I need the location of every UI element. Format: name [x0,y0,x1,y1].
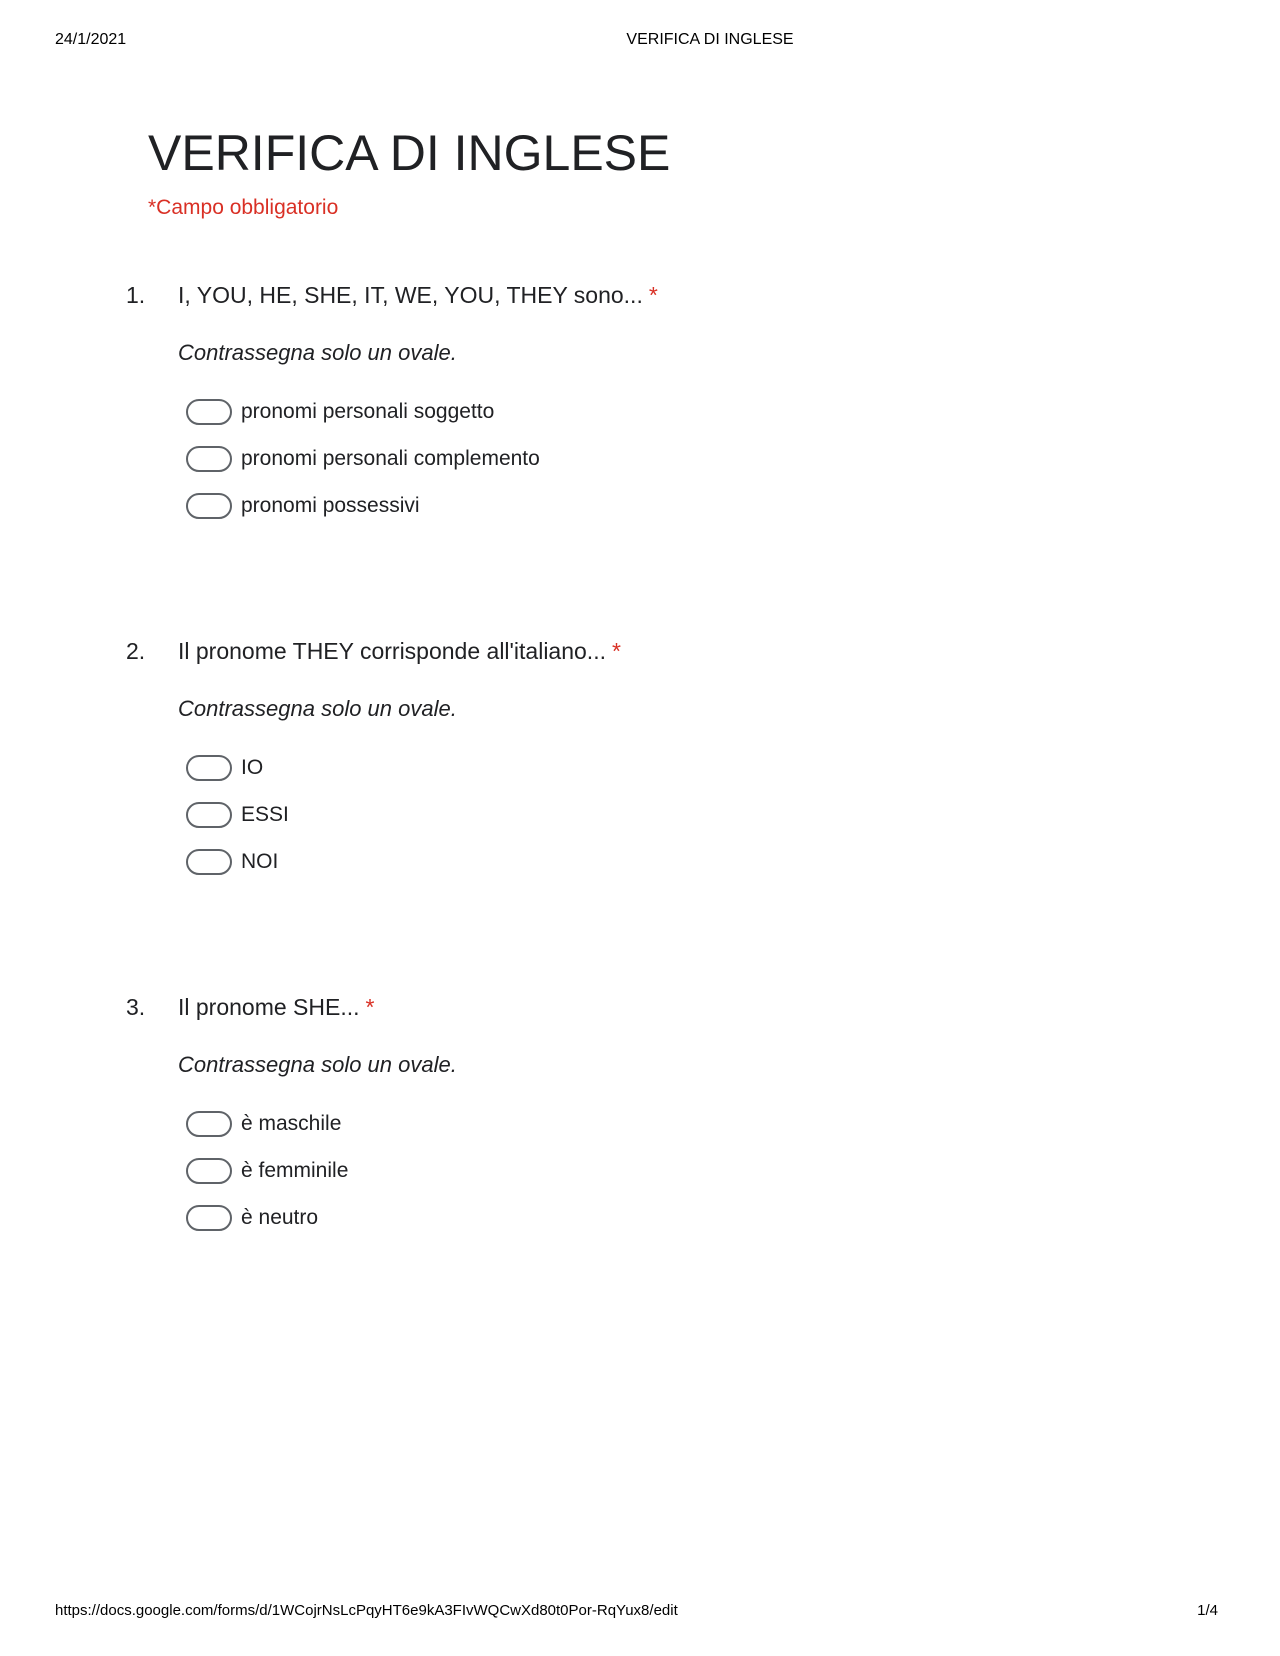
radio-oval[interactable] [186,1111,232,1137]
option-label: NOI [241,849,279,873]
option-label: ESSI [241,802,289,826]
option-essi[interactable] [186,791,1026,838]
question-number: 1. [126,282,146,308]
form-title: VERIFICA DI INGLESE [148,125,671,181]
radio-oval[interactable] [186,802,232,828]
question-instruction: Contrassegna solo un ovale. [178,1052,457,1077]
option-noi[interactable] [186,838,1026,885]
option-io[interactable] [186,744,1026,791]
question-number: 2. [126,638,146,664]
option-femminile[interactable] [186,1147,1026,1194]
option-neutro[interactable] [186,1194,1026,1241]
print-header-title: VERIFICA DI INGLESE [626,31,794,48]
print-header-date: 24/1/2021 [55,31,127,48]
radio-oval[interactable] [186,493,232,519]
question-instruction: Contrassegna solo un ovale. [178,340,457,365]
radio-oval[interactable] [186,1158,232,1184]
question-1 [126,282,1026,529]
option-label: pronomi personali soggetto [241,399,495,423]
option-list [186,1100,1026,1241]
question-2 [126,638,1026,885]
option-pronomi-possessivi[interactable] [186,482,1026,529]
radio-oval[interactable] [186,399,232,425]
required-asterisk: * [365,994,375,1020]
question-text: Il pronome SHE... [178,994,360,1020]
required-asterisk: * [611,638,621,664]
print-footer-page-number: 1/4 [1197,1602,1218,1619]
radio-oval[interactable] [186,446,232,472]
option-label: IO [241,755,264,779]
question-number: 3. [126,994,146,1020]
print-footer-url: https://docs.google.com/forms/d/1WCojrNsLcPqyHT6e9kA3FIvWQCwXd80t0Por-RqYux8/edit [55,1602,678,1619]
question-3 [126,994,1026,1241]
radio-oval[interactable] [186,849,232,875]
option-pronomi-personali-complemento[interactable] [186,435,1026,482]
option-label: è neutro [241,1205,319,1229]
option-pronomi-personali-soggetto[interactable] [186,388,1026,435]
option-label: è femminile [241,1158,349,1182]
radio-oval[interactable] [186,755,232,781]
radio-oval[interactable] [186,1205,232,1231]
required-note: *Campo obbligatorio [148,196,339,219]
question-text: I, YOU, HE, SHE, IT, WE, YOU, THEY sono... [178,282,643,308]
option-label: pronomi personali complemento [241,446,540,470]
question-instruction: Contrassegna solo un ovale. [178,696,457,721]
option-label: è maschile [241,1111,342,1135]
option-label: pronomi possessivi [241,493,420,517]
option-maschile[interactable] [186,1100,1026,1147]
required-asterisk: * [648,282,658,308]
option-list [186,744,1026,885]
question-text: Il pronome THEY corrisponde all'italiano... [178,638,606,664]
option-list [186,388,1026,529]
